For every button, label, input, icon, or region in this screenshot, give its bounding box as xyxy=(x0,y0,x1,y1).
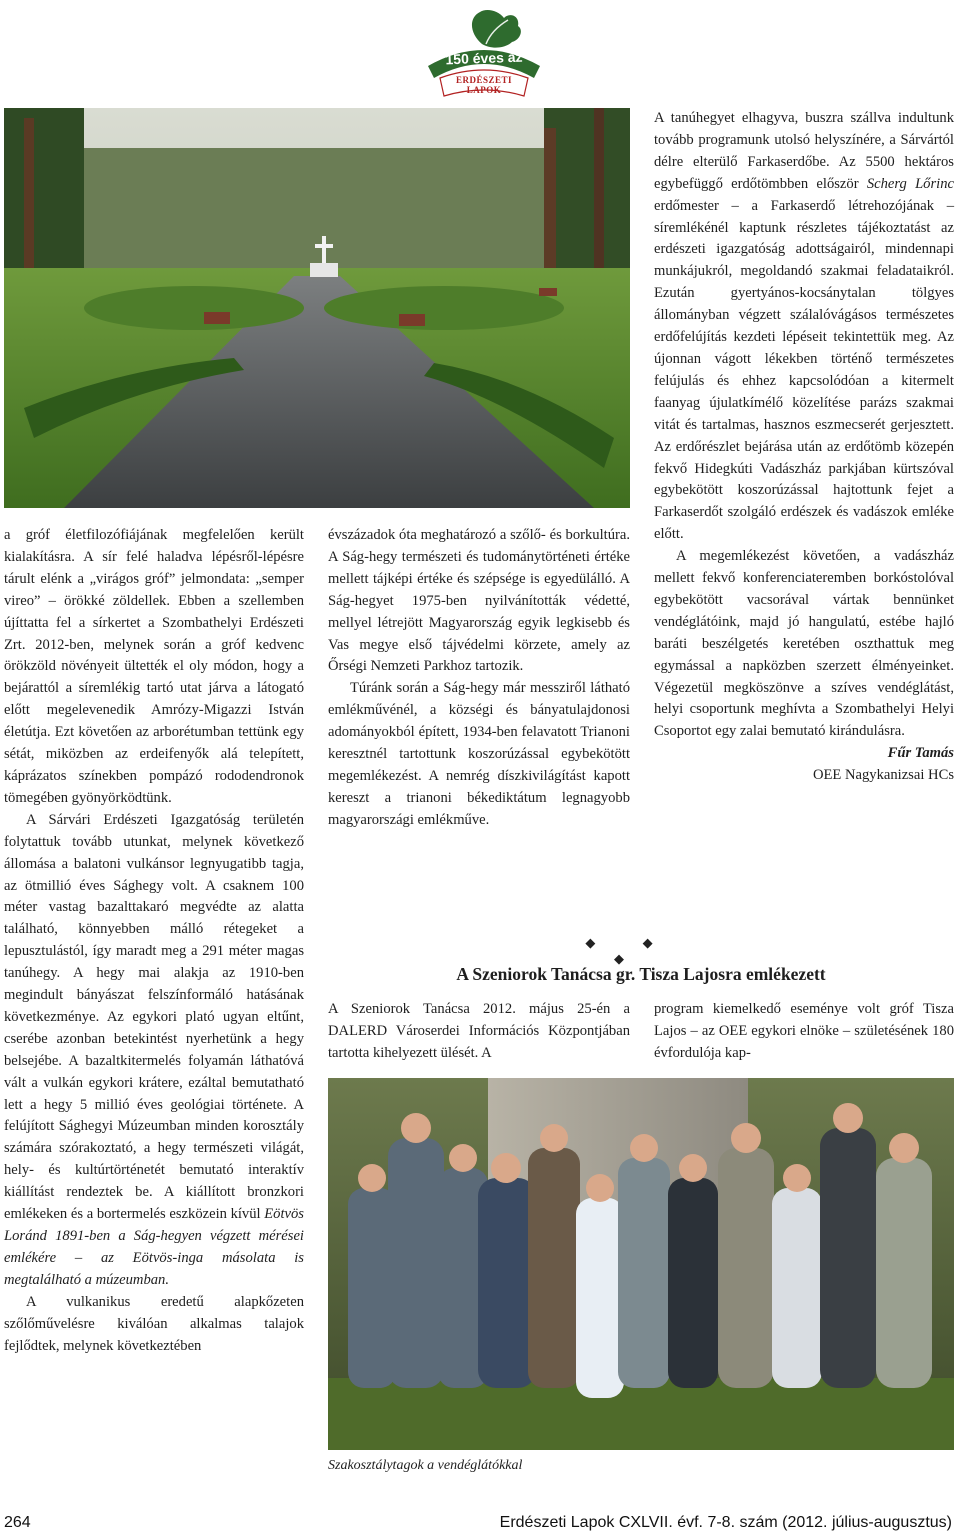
column-1 xyxy=(4,525,304,1357)
group-photo-caption: Szakosztálytagok a vendéglátókkal xyxy=(328,1458,523,1473)
group-photo xyxy=(328,1078,954,1450)
author-name: Fűr Tamás xyxy=(887,745,954,762)
anniversary-logo xyxy=(420,4,548,100)
logo-top-text: 150 éves az xyxy=(445,48,523,68)
article2-left-paragraph: A Szeniorok Tanácsa 2012. május 25-én a DALERD Városerdei Információs Központjában tartotta kihelyezett ülését. A xyxy=(328,1001,630,1061)
col1-paragraph-2: A Sárvári Erdészeti Igazgatóság területén folytattuk tovább utunkat, melynek következő állomása a balatoni vulkánsor legnyugatibb tagja, az ötmillió éves Sághegy volt. A csaknem 100 méter vastag bazalttakaró megvédte az alatta található, könnyebben málló rétegeket a lepusztulástól, így maradt meg a 291 méter magas tanúhegy. A hegy mai alakja az 1910-ben megindult bányászat felszínformáló hatásának következménye. Az egykori plató ugyan eltűnt, cserébe azonban betekintést nyerhetünk a hegy belsejébe. A bazaltkitermelés folyamán láthatóvá vált a vulkán egykori krátere, ezáltal bemutatható lett a hegy 5 millió éves geológiai története. A felújított Sághegyi Múzeumban minden korosztály számára szórakoztató, a hegy természeti világát, hely- és kultúrtörténetét bemutató interaktív kiállítást rendeztek be. A kiállított bronzkori emlékeken és a bortermelés eszközein kívül Eötvös Loránd 1891-ben a Ság-hegyen végzett mérései emlékére – az Eötvös-inga másolata is megtalálható a múzeumban. xyxy=(4,811,304,1288)
col3-paragraph-1: A tanúhegyet elhagyva, buszra szállva indultunk tovább programunk utolsó helyszínére, a Sárvártól délre elterülő Farkaserdőbe. Az 5500 hektáros egybefüggő erdőtömbben először Scherg Lőrinc erdőmester – a Farkaserdő létrehozójának – síremlékénél kaptunk részletes tájékoztatást az erdészeti igazgatóság adottságairól, mindennapi munkájukról, megoldandó szakmai feladataikról. Ezután gyertyános-kocsánytalan tölgyes állományban végzett szálalóvágásos természetes erdőfelújítás kezdeti lépéseit tekintettük meg. Az újonnan vágott lékekben történő természetes felújulás és ehhez kapcsolódóan a kitermelt faanyag újulatkímélő közelítése parázs szakmai vitát és tartalmas, hasznos eszmecserét gerjesztett. Az erdőrészlet bejárása után az erdőtömb közepén fekvő Hidegkúti Vadászház parkjában kürtszóval egybekötött koszorúzással hajtottunk fejet a Farkaserdőt szolgáló erdészek és vadászok emléke előtt. xyxy=(654,110,954,543)
scherg-lorinc-name: Scherg Lőrinc xyxy=(866,175,954,192)
col2-paragraph-2: Túránk során a Ság-hegy már messziről látható emlékművénél, a községi és bányatulajdonosi adományokból épített, 1934-ben felavatott Trianoni keresztnél tartottunk koszorúzással egybekötött megemlékezést. A nemrég díszkivilágítást kapott kereszt a trianoni békediktátum legnagyobb magyarországi emlékműve. xyxy=(328,680,630,828)
page-number: 264 xyxy=(4,1514,31,1531)
col1-italic-tail: Eötvös Loránd 1891-ben a Ság-hegyen végzett mérései emlékére – az Eötvös-inga másolata is megtalálható a múzeumban. xyxy=(4,1206,304,1288)
article-headline: A Szeniorok Tanácsa gr. Tisza Lajosra emlékezett xyxy=(456,964,826,984)
column-2 xyxy=(328,525,630,832)
article2-right-paragraph: program kiemelkedő eseménye volt gróf Tisza Lajos – az OEE egykori elnöke – születésének 180 évfordulója kap- xyxy=(654,1001,954,1061)
col1-paragraph-3: A vulkanikus eredetű alapkőzeten szőlőművelésre kiválóan alkalmas talajok fejlődtek, melynek következtében xyxy=(4,1293,304,1354)
col3-paragraph-2: A megemlékezést követően, a vadászház mellett fekvő konferenciateremben borkóstolóval egybekötött vacsorával vártak bennünket vendéglátóink, majd jó hangulatú, estébe hajló baráti beszélgetés keretében oszthattuk meg egymással a napközben szerzett élményeinket. Végezetül megköszönve a szíves vendéglátást, helyi csoportunk meghívta a Szombathelyi Helyi Csoportot egy zalai bemutató kirándulásra. xyxy=(654,548,954,740)
section-separator: ◆ ◆ ◆ xyxy=(585,935,675,966)
article2-right-text xyxy=(654,999,954,1065)
author-organization: OEE Nagykanizsai HCs xyxy=(812,767,954,784)
col1-paragraph-1: a gróf életfilozófiájának megfelelően került kialakításra. A sír felé haladva lépésről-lépésre tárult elénk a „virágos gróf” jelmondata: „semper vireo” – örökké zöldellek. Ebben a szellemben újíttatta fel a sírkertet a Szombathelyi Erdészeti Zrt. 2012-ben, melynek során a gróf kedvenc örökzöld növényeit ültették el oly módon, hogy a bejárattól a síremlékig tartó utat járva a látogató előtt megelevenedik Amrózy-Migazzi István életútja. Ezt követően az arborétumban tettünk egy sétát, miközben az erdeifenyők alá telepített, káprázatos színekben pompázó rododendronok tömegében gyönyörködtünk. xyxy=(4,527,304,806)
logo-bottom-line2: LAPOK xyxy=(466,85,502,95)
col2-paragraph-1: évszázadok óta meghatározó a szőlő- és borkultúra. A Ság-hegy természeti és tudománytörténeti értéke mellett tájképi értéke és szépsége is egyedülálló. A Ság-hegyet 1975-ben nyilvánították védetté, mellyel létrejött Magyarország egyik legkisebb és Vas megye első tájvédelmi körzete, amely az Őrségi Nemzeti Parkhoz tartozik. xyxy=(328,527,630,675)
memorial-garden-photo xyxy=(4,108,630,508)
column-3 xyxy=(654,108,954,787)
article2-left-text xyxy=(328,999,630,1065)
logo-bottom-line1: ERDÉSZETI xyxy=(455,75,513,85)
journal-footer: Erdészeti Lapok CXLVII. évf. 7-8. szám (2012. július-augusztus) xyxy=(499,1514,952,1531)
